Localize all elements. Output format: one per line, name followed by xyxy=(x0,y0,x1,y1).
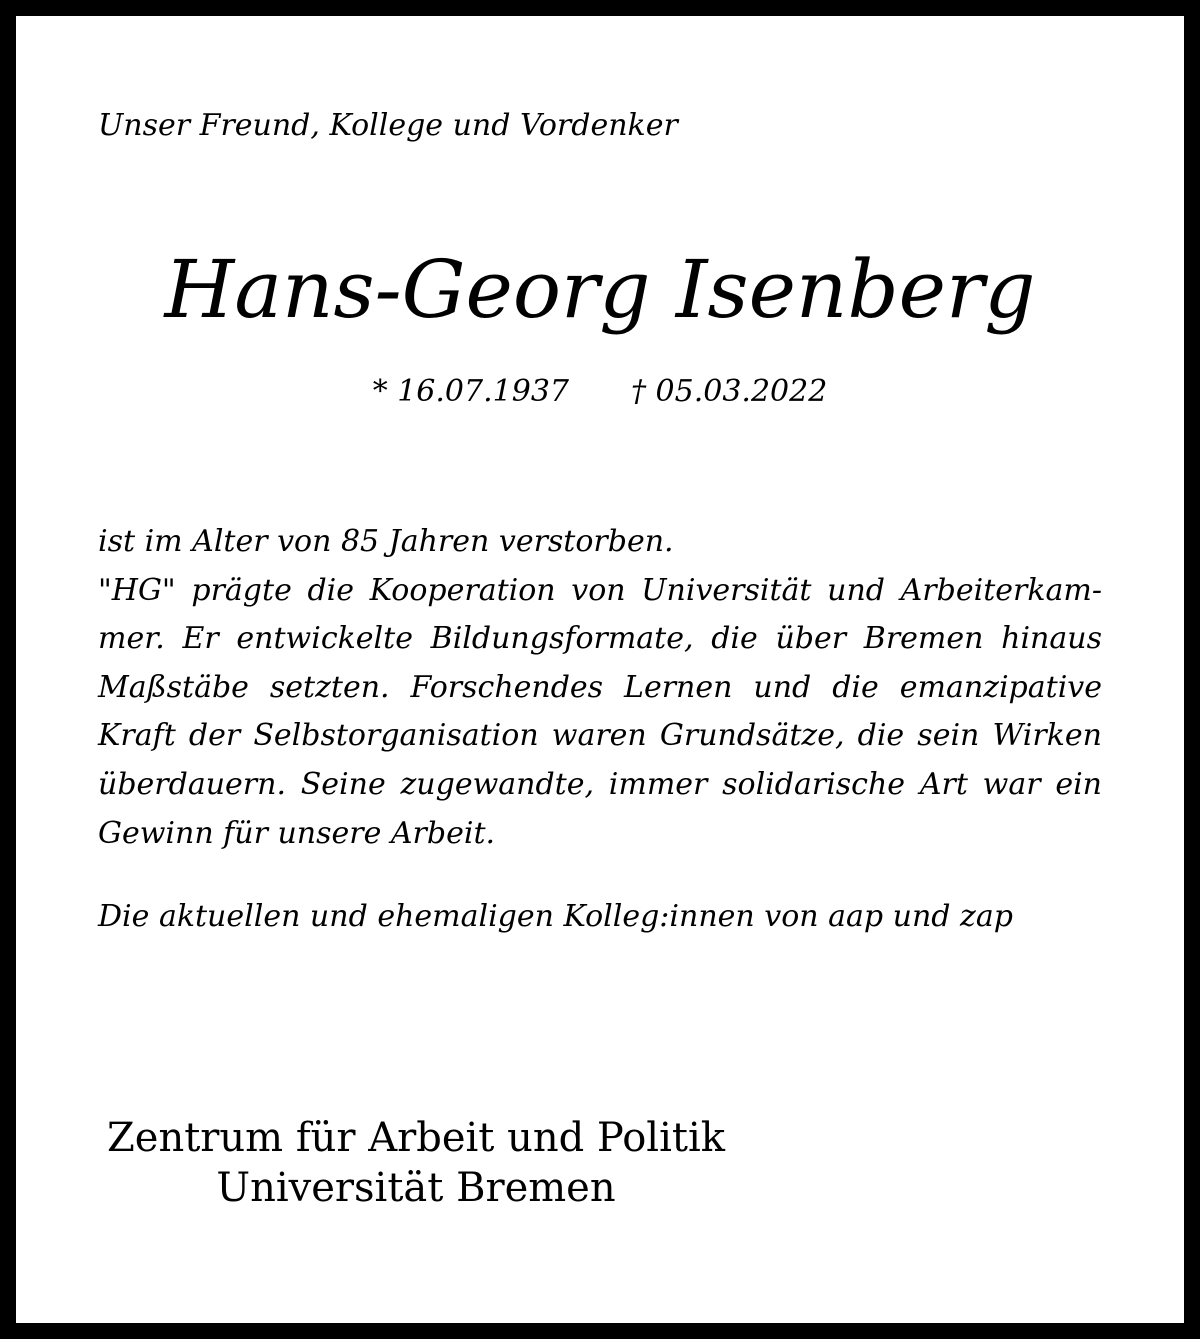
tribute-line: Maßstäbe setzten. Forschendes Lernen und die emanzipative xyxy=(98,669,1102,705)
intro-line: Unser Freund, Kollege und Vordenker xyxy=(98,108,678,143)
life-dates xyxy=(16,374,1184,410)
tribute-line: "HG" prägte die Kooperation von Universität und Arbeiterkam- xyxy=(98,572,1102,608)
tribute-line: Kraft der Selbstorganisation waren Grundsätze, die sein Wirken xyxy=(98,718,1102,754)
tribute-line: Gewinn für unsere Arbeit. xyxy=(98,815,496,851)
death-date: † 05.03.2022 xyxy=(631,374,828,409)
tribute-line: ist im Alter von 85 Jahren verstorben. xyxy=(98,524,674,559)
organization-name: Zentrum für Arbeit und Politik xyxy=(106,1115,725,1161)
organization-signature xyxy=(106,1113,726,1213)
tribute-text xyxy=(98,518,1102,858)
tribute-line: mer. Er entwickelte Bildungsformate, die über Bremen hinaus xyxy=(98,621,1102,657)
tribute-line: überdauern. Seine zugewandte, immer solidarische Art war ein xyxy=(98,766,1102,802)
birth-date: * 16.07.1937 xyxy=(372,374,569,409)
deceased-name: Hans-Georg Isenberg xyxy=(164,243,1036,336)
colleagues-signoff: Die aktuellen und ehemaligen Kolleg:innen von aap und zap xyxy=(98,899,1013,934)
university-name: Universität Bremen xyxy=(216,1165,616,1211)
